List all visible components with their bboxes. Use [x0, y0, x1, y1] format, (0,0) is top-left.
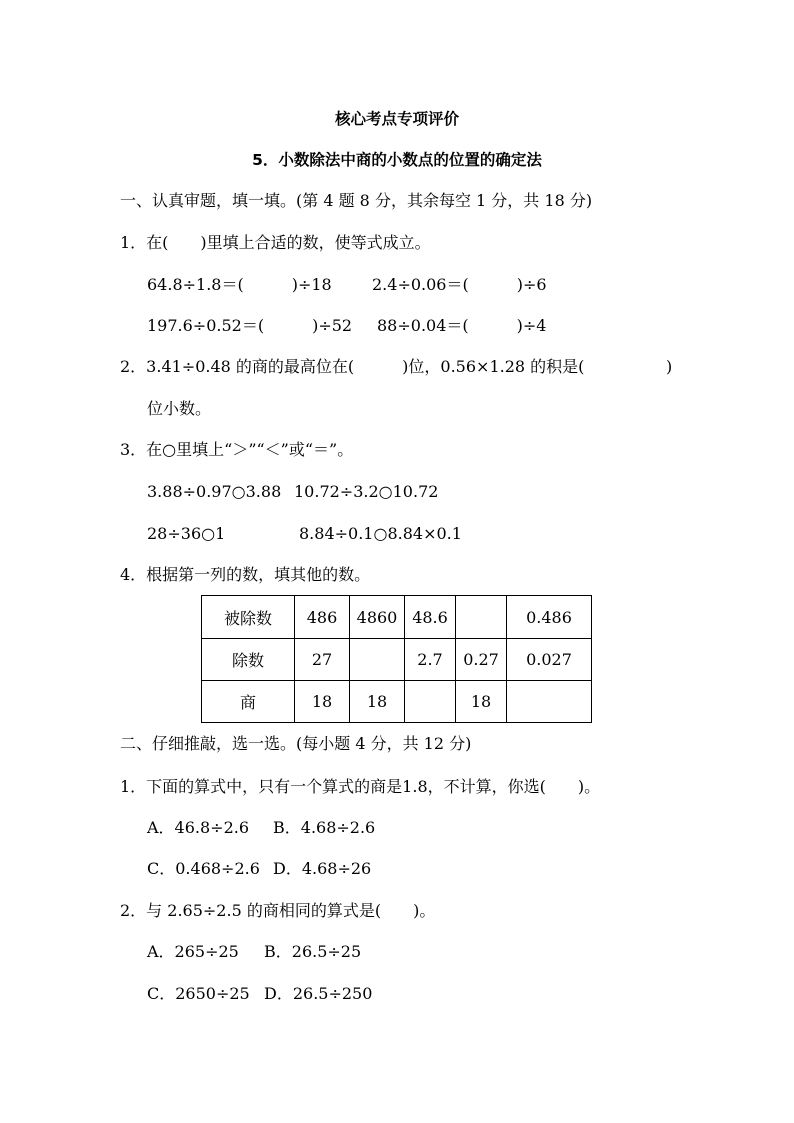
q3-stem: 3．在○里填上“＞”“＜”或“＝”。	[120, 440, 354, 459]
table-cell: 48.6	[405, 596, 456, 639]
q2-line2: 位小数。	[147, 399, 212, 418]
s2-q1-option-c: C．0.468÷2.6	[147, 859, 260, 878]
table-cell: 0.27	[456, 639, 507, 681]
table-cell: 除数	[202, 639, 295, 681]
table-row	[202, 681, 592, 723]
table-cell	[405, 681, 456, 723]
section2-heading: 二、仔细推敲，选一选。(每小题 4 分，共 12 分)	[120, 734, 472, 753]
s2-q1-option-d: D．4.68÷26	[273, 859, 372, 878]
q4-stem: 4．根据第一列的数，填其他的数。	[120, 565, 371, 584]
q1-equation-4: 88÷0.04＝( )÷4	[377, 316, 547, 335]
q1-equation-3: 197.6÷0.52＝( )÷52	[147, 316, 353, 335]
table-cell: 0.027	[507, 639, 592, 681]
s2-q2-option-a: A．265÷25	[147, 942, 239, 961]
q3-compare-c: 28÷36○1	[147, 524, 226, 543]
q1-equation-1: 64.8÷1.8＝( )÷18	[147, 275, 332, 294]
table-cell: 2.7	[405, 639, 456, 681]
table-cell	[456, 596, 507, 639]
s2-q1-option-a: A．46.8÷2.6	[147, 818, 250, 837]
page-title: 核心考点专项评价	[334, 110, 459, 128]
table-cell: 4860	[350, 596, 405, 639]
s2-q2-option-b: B．26.5÷25	[264, 942, 362, 961]
q3-compare-b: 10.72÷3.2○10.72	[294, 482, 439, 501]
s2-q2-option-d: D．26.5÷250	[264, 984, 373, 1003]
table-row	[202, 639, 592, 681]
table-cell: 被除数	[202, 596, 295, 639]
section1-heading: 一、认真审题，填一填。(第 4 题 8 分，其余每空 1 分，共 18 分)	[120, 191, 593, 210]
q2-line1-close: )	[666, 357, 673, 376]
page-subtitle: 5．小数除法中商的小数点的位置的确定法	[252, 151, 542, 169]
s2-q1-stem: 1．下面的算式中，只有一个算式的商是1.8，不计算，你选( )。	[120, 777, 601, 796]
table-cell: 18	[295, 681, 350, 723]
table-cell: 27	[295, 639, 350, 681]
table-cell: 18	[350, 681, 405, 723]
table-cell: 486	[295, 596, 350, 639]
quotient-table	[201, 595, 592, 723]
table-cell: 18	[456, 681, 507, 723]
table-cell	[350, 639, 405, 681]
q3-compare-d: 8.84÷0.1○8.84×0.1	[299, 524, 462, 543]
q2-line1: 2．3.41÷0.48 的商的最高位在( )位，0.56×1.28 的积是(	[120, 357, 585, 376]
table-cell	[507, 681, 592, 723]
table-cell: 0.486	[507, 596, 592, 639]
q1-stem: 1．在( )里填上合适的数，使等式成立。	[120, 233, 431, 252]
s2-q2-option-c: C．2650÷25	[147, 984, 250, 1003]
s2-q1-option-b: B．4.68÷2.6	[273, 818, 376, 837]
q3-compare-a: 3.88÷0.97○3.88	[147, 482, 282, 501]
table-cell: 商	[202, 681, 295, 723]
table-row	[202, 596, 592, 639]
s2-q2-stem: 2．与 2.65÷2.5 的商相同的算式是( )。	[120, 901, 436, 920]
q1-equation-2: 2.4÷0.06＝( )÷6	[372, 275, 547, 294]
